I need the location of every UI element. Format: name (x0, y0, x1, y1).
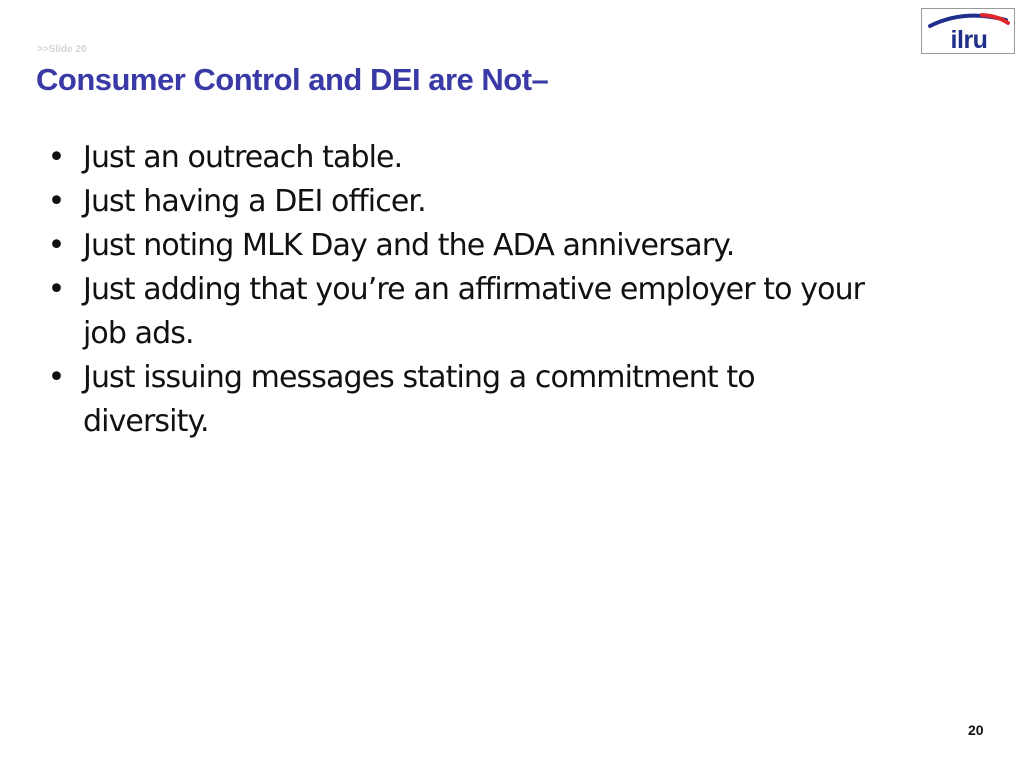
bullet-dot: • (47, 272, 65, 307)
bullet-text: Just an outreach table. (83, 140, 403, 175)
slide-title: Consumer Control and DEI are Not– (36, 62, 549, 97)
bullet-list (44, 136, 874, 444)
bullet-text: Just noting MLK Day and the ADA anniversary. (83, 228, 735, 263)
bullet-item (44, 180, 874, 224)
bullet-text: Just adding that you’re an affirmative employer to your job ads. (83, 272, 865, 351)
ilru-logo (921, 8, 1015, 54)
bullet-dot: • (47, 184, 65, 219)
bullet-item (44, 356, 874, 444)
ilru-logo-icon (922, 9, 1014, 53)
slide-marker: >>Slide 20 (37, 44, 87, 55)
bullet-item (44, 268, 874, 356)
bullet-dot: • (47, 228, 65, 263)
bullet-item (44, 136, 874, 180)
bullet-dot: • (47, 140, 65, 175)
bullet-item (44, 224, 874, 268)
page-number: 20 (968, 722, 984, 738)
bullet-text: Just issuing messages stating a commitment to diversity. (83, 360, 755, 439)
bullet-dot: • (47, 360, 65, 395)
bullet-text: Just having a DEI officer. (83, 184, 426, 219)
logo-text: ilru (950, 26, 988, 53)
